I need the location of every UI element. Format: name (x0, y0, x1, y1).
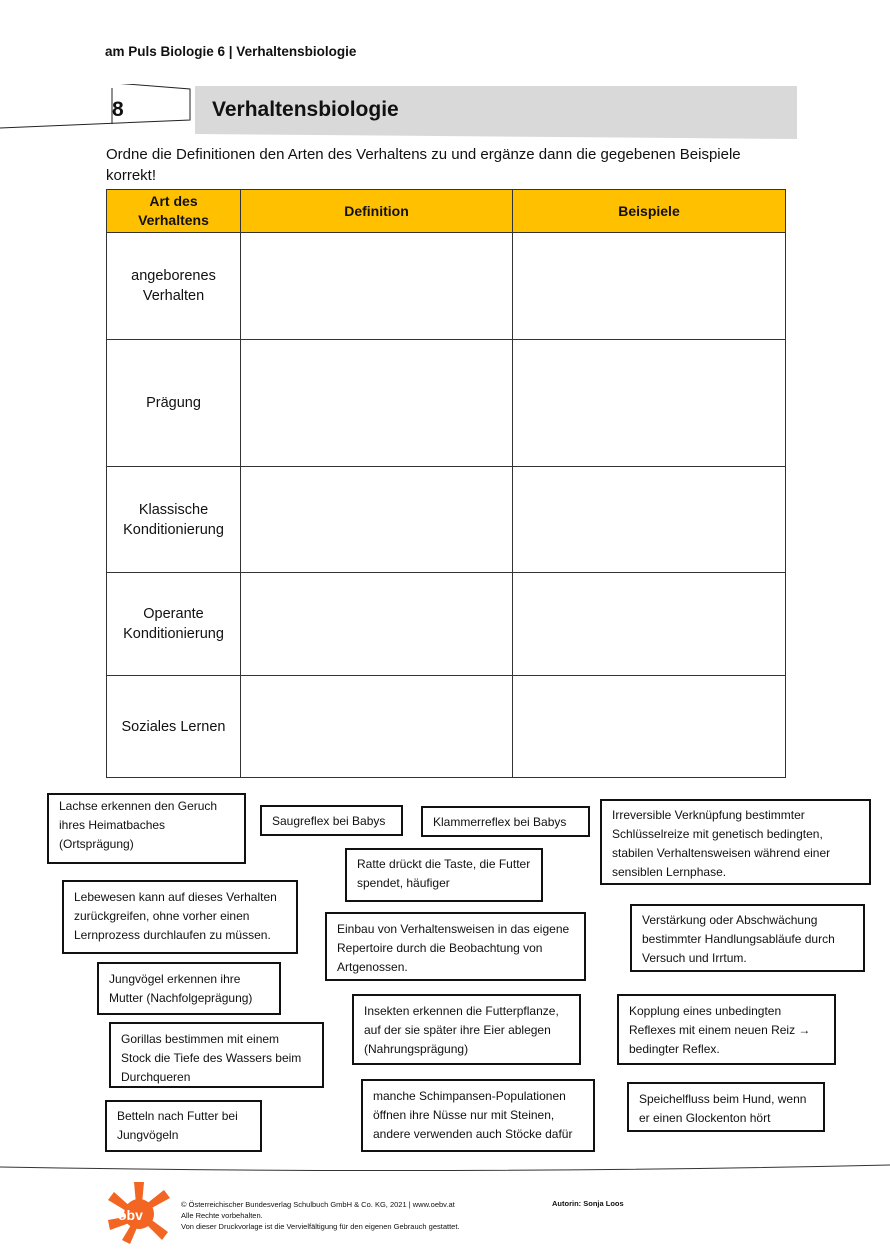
card-def-praegung[interactable]: Irreversible Verknüpfung bestimmter Schlüsselreize mit genetisch bedingten, stabilen Verhaltensweisen während einer sensiblen Lernphase. (600, 799, 871, 885)
card-saugreflex[interactable]: Saugreflex bei Babys (260, 805, 403, 836)
definition-cell[interactable] (241, 233, 513, 340)
author-credit: Autorin: Sonja Loos (552, 1199, 624, 1208)
table-header-row (107, 190, 786, 233)
card-betteln[interactable]: Betteln nach Futter bei Jungvögeln (105, 1100, 262, 1152)
card-gorillas[interactable]: Gorillas bestimmen mit einem Stock die Tiefe des Wassers beim Durchqueren (109, 1022, 324, 1088)
table-row (107, 340, 786, 467)
card-insekten[interactable]: Insekten erkennen die Futterpflanze, auf der sie später ihre Eier ablegen (Nahrungsprägung) (352, 994, 581, 1065)
definition-cell[interactable] (241, 676, 513, 778)
card-jungvoegel[interactable]: Jungvögel erkennen ihre Mutter (Nachfolgeprägung) (97, 962, 281, 1015)
definition-cell[interactable] (241, 573, 513, 676)
row-art: Operante Konditionierung (107, 573, 241, 676)
row-art: angeborenes Verhalten (107, 233, 241, 340)
definition-cell[interactable] (241, 467, 513, 573)
series-header: am Puls Biologie 6 | Verhaltensbiologie (105, 44, 357, 59)
copyright-block (181, 1199, 460, 1232)
definition-cell[interactable] (241, 340, 513, 467)
table-row (107, 573, 786, 676)
card-schimpansen[interactable]: manche Schimpansen-Populationen öffnen ihre Nüsse nur mit Steinen, andere verwenden auch Stöcke dafür (361, 1079, 595, 1152)
row-art: Prägung (107, 340, 241, 467)
header-art: Art des Verhaltens (107, 190, 241, 233)
card-lachse[interactable]: Lachse erkennen den Geruch ihres Heimatbaches (Ortsprägung) (47, 793, 246, 864)
table-row (107, 467, 786, 573)
copyright-line: © Österreichischer Bundesverlag Schulbuch GmbH & Co. KG, 2021 | www.oebv.at (181, 1200, 455, 1209)
card-speichelfluss[interactable]: Speichelfluss beim Hund, wenn er einen Glockenton hört (627, 1082, 825, 1132)
row-art: Klassische Konditionierung (107, 467, 241, 573)
card-ratte[interactable]: Ratte drückt die Taste, die Futter spendet, häufiger (345, 848, 543, 902)
table-row (107, 233, 786, 340)
card-def-angeboren[interactable]: Lebewesen kann auf dieses Verhalten zurückgreifen, ohne vorher einen Lernprozess durchlaufen zu müssen. (62, 880, 298, 954)
logo-text: öbv (118, 1207, 143, 1223)
header-definition: Definition (241, 190, 513, 233)
card-klammerreflex[interactable]: Klammerreflex bei Babys (421, 806, 590, 837)
chapter-number: 8 (112, 98, 124, 121)
card-def-klassisch[interactable]: Kopplung eines unbedingten Reflexes mit einem neuen Reiz → bedingter Reflex. (617, 994, 836, 1065)
footer-divider (0, 1163, 890, 1175)
chapter-title: Verhaltensbiologie (212, 98, 399, 121)
rights-line: Alle Rechte vorbehalten. (181, 1211, 263, 1220)
behavior-table (106, 189, 786, 778)
beispiele-cell[interactable] (513, 233, 786, 340)
task-instruction: Ordne die Definitionen den Arten des Verhaltens zu und ergänze dann die gegebenen Beispiele korrekt! (106, 146, 741, 184)
beispiele-cell[interactable] (513, 340, 786, 467)
card-def-operant[interactable]: Verstärkung oder Abschwächung bestimmter Handlungsabläufe durch Versuch und Irrtum. (630, 904, 865, 972)
permission-line: Von dieser Druckvorlage ist die Vervielfältigung für den eigenen Gebrauch gestattet. (181, 1222, 460, 1231)
row-art: Soziales Lernen (107, 676, 241, 778)
card-def-sozial[interactable]: Einbau von Verhaltensweisen in das eigene Repertoire durch die Beobachtung von Artgenossen. (325, 912, 586, 981)
beispiele-cell[interactable] (513, 467, 786, 573)
beispiele-cell[interactable] (513, 573, 786, 676)
header-beispiele: Beispiele (513, 190, 786, 233)
beispiele-cell[interactable] (513, 676, 786, 778)
table-row (107, 676, 786, 778)
